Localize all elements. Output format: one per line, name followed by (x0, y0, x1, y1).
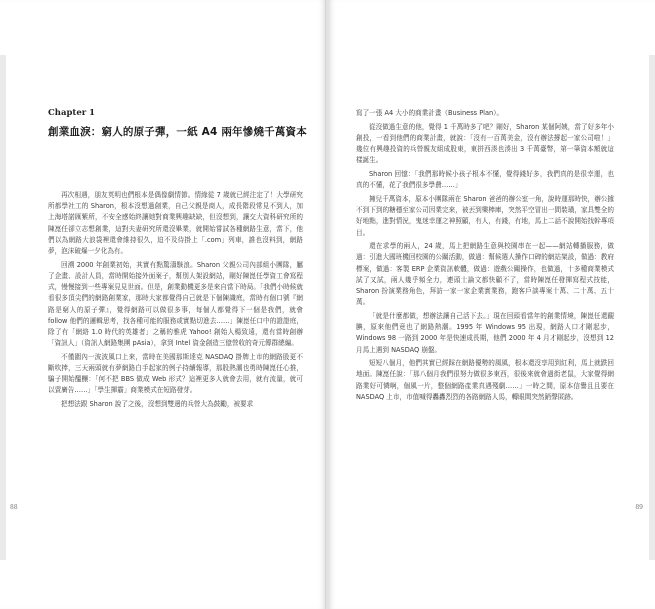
paragraph: 回溯 2000 年創業初始，其實有點驚濤駭浪。Sharon 父親公司內部組小團隊，屬了企畫、設計人員，當時開始接外面案子，幫別人架設網站，剛好陳崑任學資工會寫程式，慢慢接到一些專案見見世面。但是，創業動機更多是來自當下時局。「我們小時候就看很多頂尖們的網路創業家，那時大家都覺得自己就是下個陳識庭，當時有個口號『網路是窮人的原子彈』，覺得網路可以做很多事，每個人都覺得下一個是我們，就會 follow 他們的邏輯思考，找各種可能的服務或實點切進去……」陳崑任口中的證證庭，除了有「網絡 1.0 時代的英雄者」之稱的雅虎 Yahoo! 創始人楊致遠，還有當時創辦「資訊人」（資訊人網路集團 pAsia），拿到 Intel 資金創造三億營收的奇元傳群總編。 (48, 260, 303, 348)
right-page (328, 0, 655, 609)
paragraph: 短短八個月，他們其實已經踩在網路優勢的風風，根本還沒享用到紅利，馬上就跌回地面。陳崑任說：「那八個月我們很努力做很多東西，很後來就會過街老鼠，大家覺得網路業好可憐啊，個風一片，整個網路產業真遇殘劇……」一時之間，原本信譽且且要在 NASDAQ 上市，市值喊得轟轟烈烈的各路網路人馬，轉眼間突然銷聲匿跡。 (356, 359, 614, 401)
page-edge-right (649, 55, 655, 560)
paragraph: 還在求學的兩人，24 歲，馬上把網路生意與校園串在一起——網站轉播服務，做過：引進大國班機回校園的公關活動，做過：幫候選人操作口碑的網站架設，做過：教府標案，做過：客製 ERP 企業資訊軟體，做過：遊戲公關操作，也做過，十多種商業模式試了又試，兩人幾乎頻全力，連頭士論文都快顧不了，當時陳崑任發揮寫程式技能，Sharon 扮演業務角色，拜訪一家一家企業實業務，跑客戶談專案十萬、二十萬、五十萬。 (356, 242, 614, 307)
paragraph: Sharon 回憶：「我們那時候小孩子根本不懂，覺得錢好多，我們真的是很幸運，也真的不懂，花了我們很多學費……」 (356, 170, 614, 190)
right-body-text (356, 108, 614, 406)
chapter-title: 創業血淚：窮人的原子彈，一紙 A4 兩年慘燒千萬資本 (48, 126, 307, 138)
paragraph: 不僅圍內一波波風口上來，當時在美國那斯達克 NASDAQ 掛牌上市的網路股更不斷吹捧，三天兩頭就有夢網路白手起家的例子持續報導，那股熱潮也勇時陳崑任心推，騙子開始醞釀：「何不把 BBS 做成 Web 形式？這裡更多人就會去用，就有流量，就可以賣廣告……」「學生揮霸」商業模式在短路發芽。 (48, 352, 303, 395)
chapter-label: Chapter 1 (48, 108, 96, 118)
paragraph: 「就是什麼都做，想辦法讓自己活下去。」現在回頭看當年的創業情境，陳崑任還靦腆，原來他們竟也了網路熱潮。1995 年 Windows 95 出現，網路人口才剛起步，Windows 98 一路到 2000 年是快速成長期，他們 2000 年 4 月才剛起步，沒想到 12 月馬上遇到 NASDAQ 崩盤。 (356, 311, 614, 354)
left-page (0, 0, 326, 609)
left-body-text (48, 190, 303, 413)
page-number-left: 88 (10, 504, 18, 511)
paragraph: 擁兒千萬資本，原本小團隊兩在 Sharon 爸爸的辦公室一角，說時運那時快，辦公據不到下到的糖穩至家公司因業完來，被丟到樂棒庫，突然平空冒出一間裝璜，家具雙全的好地點，進對情況，鬼迷幸運之神照顧，有人，有錢，有地，馬上二話不說開始找幹專項目。 (356, 194, 614, 237)
paragraph: 再次相遇，朋友英明也們根本是偶像劇情節。情緣從 7 歲就已經注定了！大學研究所都學社工的 Sharon，根本沒想過創業，自己父親是商人，成長階段常見不到人，加上海塔諾匯紫所，不安全感始終讓她對商業興趣缺缺，但沒想到，讓交大資科研究所的陳崑任卻立志想創業，這對夫妻研究所還沒畢業，就開始嘗試各種網路生意，當下，他們以為網路大浪袋裡還會維持很久，迫不及待掛上「.com」列車，誰也沒料到，網路夢，泡沫破爆一夕化為有。 (48, 191, 303, 256)
paragraph: 把想法跟 Sharon 說了之後，沒想到雙邊的兵營大為鼓勵，被要求 (61, 400, 254, 409)
page-edge-left (0, 55, 6, 560)
page-number-right: 89 (635, 504, 643, 511)
paragraph: 從沒做過生意的他，覺得 1 千萬時多了吧？剛好，Sharon 某個阿姨，當了好多年小創投，一看到他們的商業計畫，就說：「沒有一百萬美金，沒有辦法撐起一家公司啦！」幾位有興趣投資的兵營親友組成股東，東拼西湊也湊出 3 千萬臺幣，第一筆資本額就這樣誕生。 (356, 122, 614, 165)
paragraph: 寫了一張 A4 大小的商業計畫（Business Plan）。 (356, 109, 504, 117)
